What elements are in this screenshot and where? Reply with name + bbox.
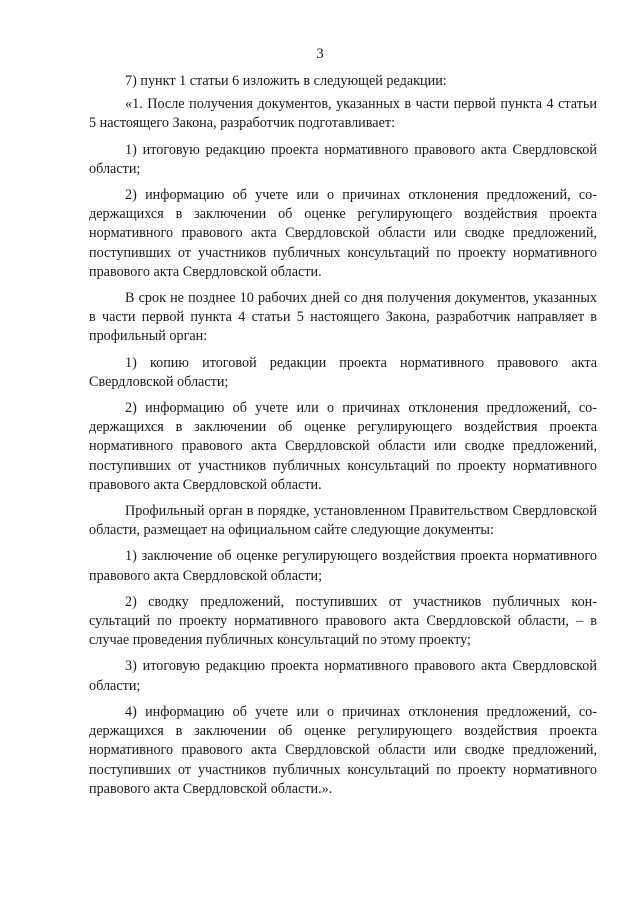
paragraph-publication-item-4: 4) информацию об учете или о причинах отклонения предложений, содержащихся в заключении об оценке регулирующего воздействия проекта нормативного правового акта Свердловской области или сводке предложений, поступивших от участников публичных консультаций по проекту нормативного правового акта Свердловской области.». xyxy=(89,703,597,797)
paragraph-amendment-intro: 7) пункт 1 статьи 6 изложить в следующей редакции: xyxy=(125,73,447,89)
paragraph-publication-item-2: 2) сводку предложений, поступивших от участников публичных консультаций по проекту нормативного правового акта Свердловской области, – в случае проведения публичных консультаций по этому проекту; xyxy=(89,593,597,649)
page-number: 3 xyxy=(316,46,324,62)
paragraph-publication-item-1: 1) заключение об оценке регулирующего воздействия проекта нормативного правового акта Свердловской области; xyxy=(89,548,597,584)
paragraph-developer-item-2: 2) информацию об учете или о причинах отклонения предложений, содержащихся в заключении об оценке регулирующего воздействия проекта нормативного правового акта Свердловской области или сводке предложений, поступивших от участников публичных консультаций по проекту нормативного правового акта Свердловской области. xyxy=(89,187,597,280)
paragraph-point-1-intro: «1. После получения документов, указанных в части первой пункта 4 статьи 5 настоящего Закона, разработчик подготавливает: xyxy=(89,96,597,132)
paragraph-submission-item-2: 2) информацию об учете или о причинах отклонения предложений, содержащихся в заключении об оценке регулирующего воздействия проекта нормативного правового акта Свердловской области или сводке предложений, поступивших от участников публичных консультаций по проекту нормативного правового акта Свердловской области. xyxy=(89,400,597,493)
paragraph-publication-item-3: 3) итоговую редакцию проекта нормативного правового акта Свердловской области; xyxy=(89,658,597,694)
paragraph-developer-item-1: 1) итоговую редакцию проекта нормативного правового акта Свердловской области; xyxy=(89,141,597,177)
paragraph-publication-intro: Профильный орган в порядке, установленном Правительством Свердловской области, размещает на официальном сайте следующие документы: xyxy=(89,503,597,539)
document-body xyxy=(89,72,597,806)
paragraph-deadline: В срок не позднее 10 рабочих дней со дня получения документов, указанных в части первой пункта 4 статьи 5 настоящего Закона, разработчик направляет в профильный орган: xyxy=(89,290,597,345)
paragraph-submission-item-1: 1) копию итоговой редакции проекта нормативного правового акта Свердловской области; xyxy=(89,354,597,390)
